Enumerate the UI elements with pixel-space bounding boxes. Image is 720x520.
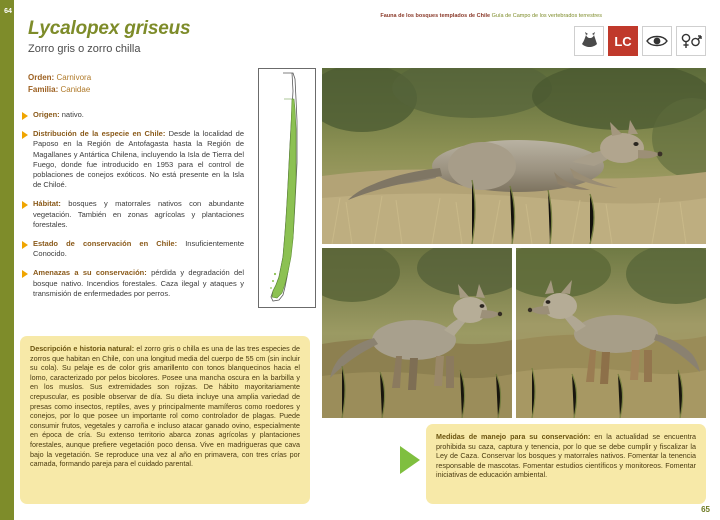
taxonomy-family-row	[28, 84, 91, 96]
taxonomy-block	[28, 72, 91, 96]
fact-label: Estado de conservación en Chile:	[33, 239, 178, 249]
fox-silhouette-icon	[574, 26, 604, 56]
fact-item-distribucion	[22, 129, 244, 190]
taxonomy-order-label: Orden:	[28, 73, 55, 82]
page-number-top: 64	[4, 8, 12, 15]
management-measures-box	[426, 424, 706, 504]
fact-list	[22, 110, 244, 308]
nocturnal-eye-icon	[642, 26, 672, 56]
triangle-bullet-icon	[22, 112, 28, 120]
species-common-name: Zorro gris o zorro chilla	[28, 43, 141, 55]
taxonomy-order-value: Carnivora	[56, 73, 92, 82]
fox-standing-side-view-photo	[322, 248, 512, 418]
fact-label: Amenazas a su conservación:	[33, 268, 147, 278]
green-arrow-icon	[400, 446, 420, 474]
fact-label: Hábitat:	[33, 199, 61, 209]
management-label: Medidas de manejo para su conservación:	[436, 432, 591, 441]
triangle-bullet-icon	[22, 131, 28, 139]
triangle-bullet-icon	[22, 270, 28, 278]
triangle-bullet-icon	[22, 201, 28, 209]
page-number-bottom: 65	[701, 505, 710, 514]
male-female-symbols-icon	[676, 26, 706, 56]
fact-text: Insuficientemente Conocido.	[33, 239, 244, 259]
species-icon-row	[574, 26, 706, 56]
collection-title-block	[380, 12, 602, 20]
species-scientific-name: Lycalopex griseus	[28, 18, 191, 39]
description-natural-history-box	[20, 336, 310, 504]
fact-item-estado-conservacion	[22, 239, 244, 259]
description-text: el zorro gris o chilla es una de las tres especies de zorros que habitan en Chile, con una longitud media del cuerpo de 55 cm (sin incluir su cola). Su pelaje es de color gris amarillento con tonos blanquecinos hacia el lomo, caracterizado por pelos bicolores. Posee una mancha oscura en la barbilla y en los muslos. Sus extremidades son rojizas. De hábito mayoritariamente crepuscular, es posible observar de día. Su dieta incluye una amplia variedad de presas como insectos, reptiles, aves y principalmente mamíferos como roedores y conejos, por lo que posee un importante rol como controlador de plagas. Puede consumir frutos, vegetales y carroña e incluso atacar ganado ovino, especialmente en época de cría. Su extenso territorio abarca zonas agrícolas y plantaciones forestales, aunque prefiere vegetación poco densa. Vive en madrigueras que cava bajo la vegetación. Se reproduce una vez al año en primavera, con tres crías por camada, formando pareja para el cuidado parental.	[30, 344, 300, 469]
description-label: Descripción e historia natural:	[30, 344, 135, 353]
conservation-status-lc-badge: LC	[608, 26, 638, 56]
fact-item-habitat	[22, 199, 244, 230]
fox-walking-photo	[516, 248, 706, 418]
collection-subtitle: Guía de Campo de los vertebrados terrestres	[491, 13, 602, 19]
management-measures-block	[400, 424, 706, 504]
taxonomy-order-row	[28, 72, 91, 84]
triangle-bullet-icon	[22, 241, 28, 249]
fact-text: bosques y matorrales nativos con abundante vegetación. También en zonas agrícolas y plantaciones forestales.	[33, 199, 244, 229]
fact-text: Desde la localidad de Paposo en la Región de Antofagasta hasta la Región de Magallanes y Antártica Chilena, incluyendo la Isla de Tierra del Fuego, donde fue introducido en 1953 para el control de poblaciones de conejos exóticos. No está presente en la Isla de Chiloé.	[33, 129, 244, 190]
distribution-map-chile	[258, 68, 316, 308]
taxonomy-family-label: Familia:	[28, 85, 59, 94]
fact-text: pérdida y degradación del bosque nativo. Incendios forestales. Caza ilegal y ataques y transmisión de enfermedades por perros.	[33, 268, 244, 298]
left-side-band	[0, 0, 14, 520]
collection-title: Fauna de los bosques templados de Chile	[380, 13, 491, 19]
fox-lying-on-ground-photo	[322, 68, 706, 244]
management-text: en la actualidad se encuentra prohibida su caza, captura y tenencia, por lo que se debe cumplir y fiscalizar la Ley de Caza. Conservar los bosques y matorrales nativos. Fomentar la tenencia responsable de mascotas. Fomentar estudios científicos y monitoreos. Fomentar iniciativas de educación ambiental.	[436, 432, 696, 480]
fact-item-amenazas	[22, 268, 244, 299]
fact-text: nativo.	[61, 110, 84, 119]
fact-label: Origen:	[33, 110, 60, 119]
taxonomy-family-value: Canidae	[60, 85, 91, 94]
fact-item-origen	[22, 110, 244, 120]
fact-label: Distribución de la especie en Chile:	[33, 129, 166, 139]
